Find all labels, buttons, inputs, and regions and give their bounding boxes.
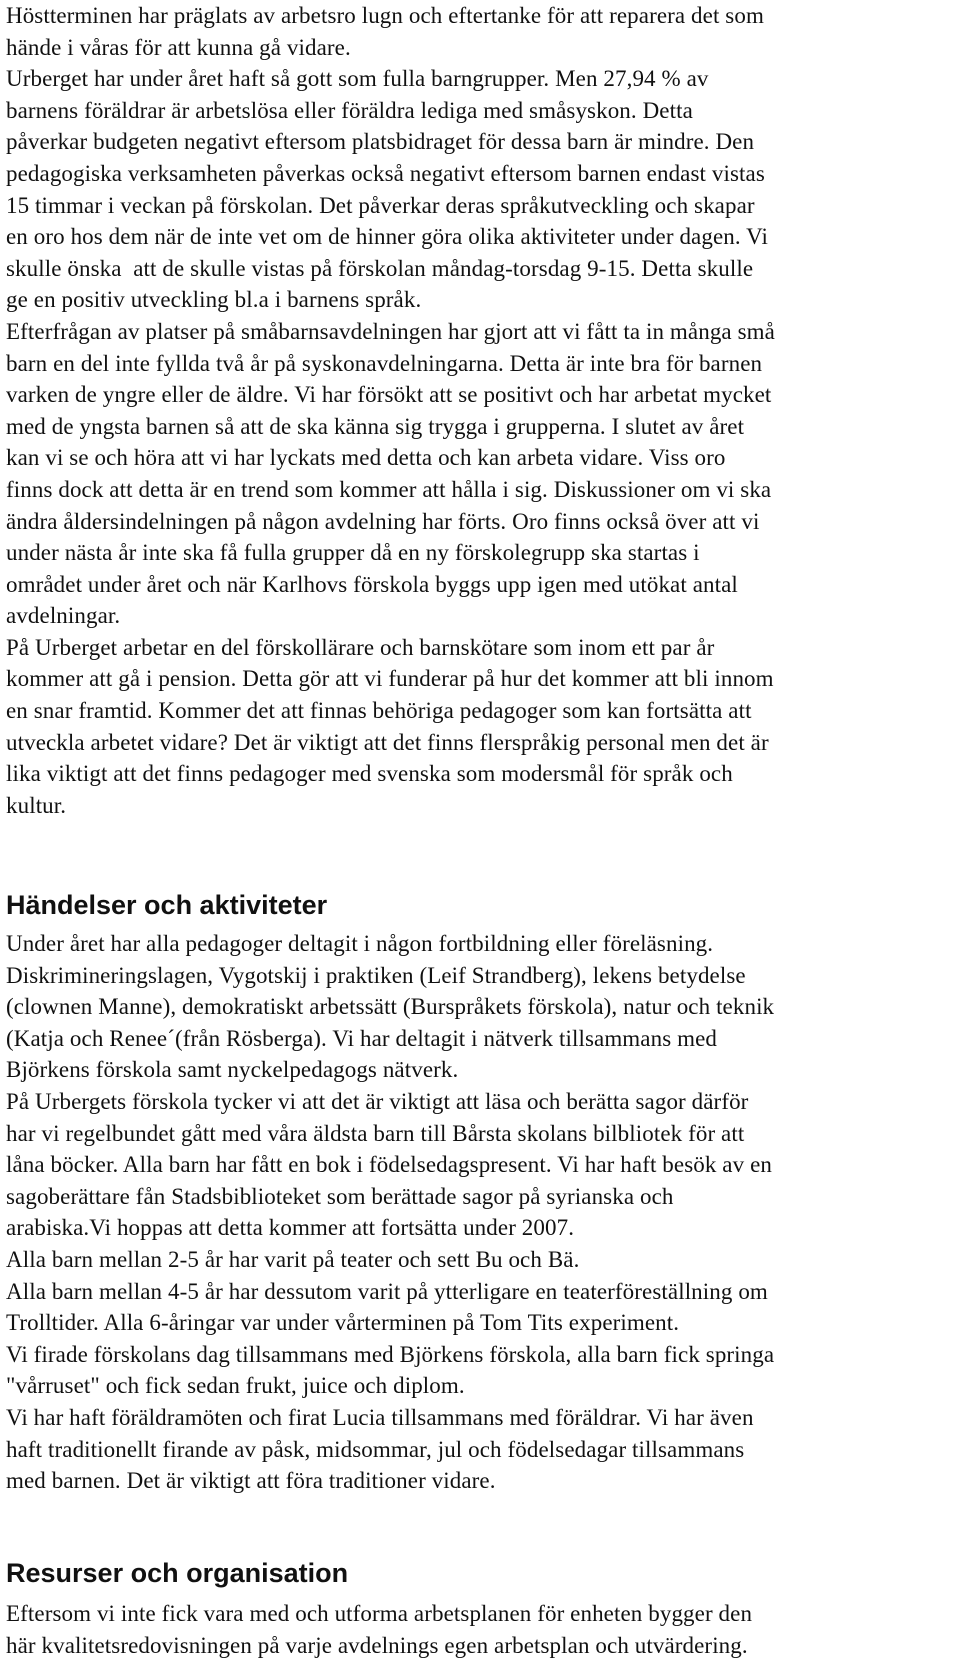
paragraph: Höstterminen har präglats av arbetsro lugn och eftertanke för att reparera det som hände i våras för att kunna gå vidare. (6, 3, 764, 60)
paragraph: Alla barn mellan 2-5 år har varit på teater och sett Bu och Bä. (6, 1246, 580, 1272)
paragraph: Under året har alla pedagoger deltagit i någon fortbildning eller föreläsning. Diskrimineringslagen, Vygotskij i praktiken (Leif Strandberg), lekens betydelse (clownen Manne), demokratiskt arbetssätt (Burspråkets förskola), natur och teknik (Katja och Renee´(från Rösberga). Vi har deltagit i nätverk tillsammans med Björkens förskola samt nyckelpedagogs nätverk. (6, 931, 775, 1083)
paragraph: Efterfrågan av platser på småbarnsavdelningen har gjort att vi fått ta in många små barn en del inte fyllda två år på syskonavdelningarna. Detta är inte bra för barnen varken de yngre eller de äldre. Vi har försökt att se positivt och har arbetat mycket med de yngsta barnen så att de ska känna sig trygga i grupperna. I slutet av året kan vi se och höra att vi har lyckats med detta och kan arbeta vidare. Viss oro finns dock att detta är en trend som kommer att hålla i sig. Diskussioner om vi ska ändra åldersindelningen på någon avdelning har förts. Oro finns också över att vi under nästa år inte ska få fulla grupper då en ny förskolegrupp ska startas i området under året och när Karlhovs förskola byggs upp igen med utökat antal avdelningar. (6, 318, 775, 629)
paragraph: Vi firade förskolans dag tillsammans med Björkens förskola, alla barn fick springa "vårruset" och fick sedan frukt, juice och diplom. (6, 1341, 775, 1399)
resources-section (6, 1598, 954, 1661)
paragraph: Vi har haft föräldramöten och firat Lucia tillsammans med föräldrar. Vi har även haft traditionellt firande av påsk, midsommar, jul och födelsedagar tillsammans med barnen. Det är viktigt att föra traditioner vidare. (6, 1404, 754, 1494)
paragraph: På Urberget arbetar en del förskollärare och barnskötare som inom ett par år kommer att gå i pension. Detta gör att vi funderar på hur det kommer att bli innom en snar framtid. Kommer det att finnas behöriga pedagoger som kan fortsätta att utveckla arbetet vidare? Det är viktigt att det finns flerspråkig personal men det är lika viktigt att det finns pedagoger med svenska som modersmål för språk och kultur. (6, 634, 774, 818)
section-heading-events: Händelser och aktiviteter (6, 890, 328, 920)
paragraph: Alla barn mellan 4-5 år har dessutom varit på ytterligare en teaterföreställning om Trolltider. Alla 6-åringar var under vårterminen på Tom Tits experiment. (6, 1278, 768, 1336)
section-heading-resources: Resurser och organisation (6, 1558, 349, 1588)
intro-section (6, 0, 954, 821)
paragraph: Eftersom vi inte fick vara med och utforma arbetsplanen för enheten bygger den här kvalitetsredovisningen på varje avdelnings egen arbetsplan och utvärdering. (6, 1601, 753, 1658)
events-section (6, 928, 954, 1497)
paragraph: På Urbergets förskola tycker vi att det är viktigt att läsa och berätta sagor därför har vi regelbundet gått med våra äldsta barn till Bårsta skolans bilbliotek för att låna böcker. Alla barn har fått en bok i födelsedagspresent. Vi har haft besök av en sagoberättare fån Stadsbiblioteket som berättade sagor på syrianska och arabiska.Vi hoppas att detta kommer att fortsätta under 2007. (6, 1088, 772, 1241)
paragraph: Urberget har under året haft så gott som fulla barngrupper. Men 27,94 % av barnens föräldrar är arbetslösa eller föräldra lediga med småsyskon. Detta påverkar budgeten negativt eftersom platsbidraget för dessa barn är mindre. Den pedagogiska verksamheten påverkas också negativt eftersom barnen endast vistas 15 timmar i veckan på förskolan. Det påverkar deras språkutveckling och skapar en oro hos dem när de inte vet om de hinner göra olika aktiviteter under dagen. Vi skulle önska att de skulle vistas på förskolan måndag-torsdag 9-15. Detta skulle ge en positiv utveckling bl.a i barnens språk. (6, 66, 768, 313)
